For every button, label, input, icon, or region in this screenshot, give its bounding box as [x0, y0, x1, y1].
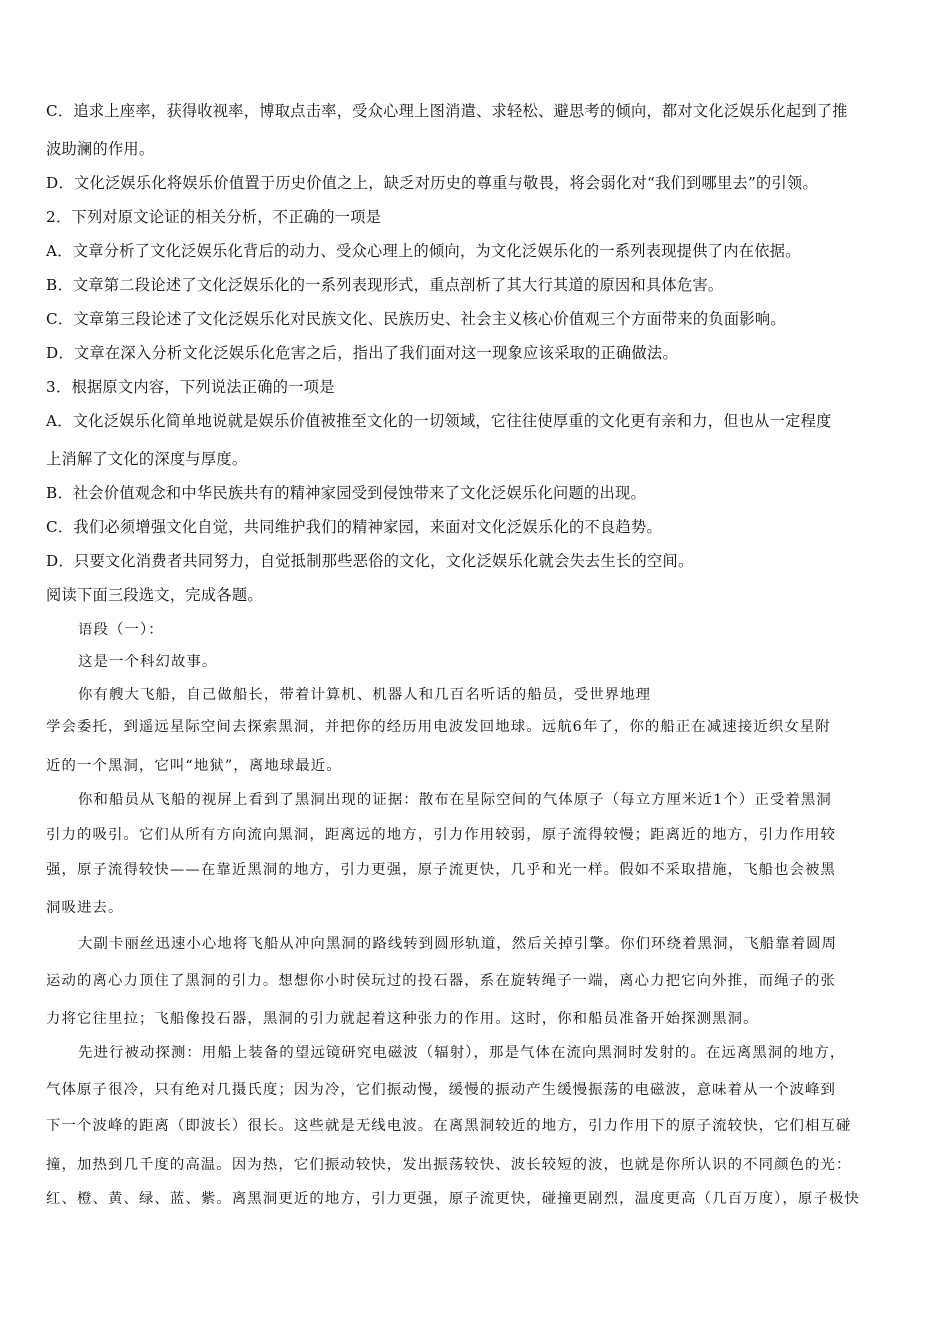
q2-option-a: A．文章分析了文化泛娱乐化背后的动力、受众心理上的倾向，为文化泛娱乐化的一系列表现提供了内在依据。 [46, 242, 801, 260]
q2-stem: 2．下列对原文论证的相关分析，不正确的一项是 [46, 208, 382, 226]
passage-line: 引力的吸引。它们从所有方向流向黑洞，距离远的地方，引力作用较弱，原子流得较慢；距离近的地方，引力作用较 [46, 827, 837, 843]
passage-line: 洞吸进去。 [46, 900, 124, 916]
q3-option-d: D．只要文化消费者共同努力，自觉抵制那些恶俗的文化，文化泛娱乐化就会失去生长的空间。 [46, 552, 694, 570]
q1-option-c-line2: 波助澜的作用。 [46, 140, 155, 158]
passage-line: 力将它往里拉；飞船像投石器，黑洞的引力就起着这种张力的作用。这时，你和船员准备开始探测黑洞。 [46, 1011, 759, 1027]
passage-line: 你和船员从飞船的视屏上看到了黑洞出现的证据：散布在星际空间的气体原子（每立方厘米近1个）正受着黑洞 [78, 792, 832, 808]
section-title: 语段（一）： [78, 622, 164, 638]
passage-line: 学会委托，到遥远星际空间去探索黑洞，并把你的经历用电波发回地球。远航6年了，你的船正在减速接近织女星附 [46, 719, 831, 735]
q2-option-c: C．文章第三段论述了文化泛娱乐化对民族文化、民族历史、社会主义核心价值观三个方面带来的负面影响。 [46, 310, 786, 328]
passage-line: 下一个波峰的距离（即波长）很长。这些就是无线电波。在离黑洞较近的地方，引力作用下的原子流较快，它们相互碰 [46, 1118, 852, 1134]
passage-line: 近的一个黑洞，它叫“地狱”，离地球最近。 [46, 758, 342, 774]
q1-option-d: D．文化泛娱乐化将娱乐价值置于历史价值之上，缺乏对历史的尊重与敬畏，将会弱化对“我们到哪里去”的引领。 [46, 174, 819, 192]
q3-option-c: C．我们必须增强文化自觉，共同维护我们的精神家园，来面对文化泛娱乐化的不良趋势。 [46, 518, 662, 536]
q3-option-a-line2: 上消解了文化的深度与厚度。 [46, 450, 248, 468]
q3-option-b: B．社会价值观念和中华民族共有的精神家园受到侵蚀带来了文化泛娱乐化问题的出现。 [46, 484, 646, 502]
passage-line: 大副卡丽丝迅速小心地将飞船从冲向黑洞的路线转到圆形轨道，然后关掉引擎。你们环绕着黑洞，飞船靠着圆周 [78, 936, 838, 952]
passage-line: 强，原子流得较快——在靠近黑洞的地方，引力更强，原子流更快，几乎和光一样。假如不采取措施，飞船也会被黑 [46, 862, 837, 878]
reading-intro: 阅读下面三段选文，完成各题。 [46, 586, 263, 604]
passage-line: 先进行被动探测：用船上装备的望远镜研究电磁波（辐射），那是气体在流向黑洞时发射的。在远离黑洞的地方， [78, 1045, 846, 1061]
q2-option-b: B．文章第二段论述了文化泛娱乐化的一系列表现形式，重点剖析了其大行其道的原因和具体危害。 [46, 276, 724, 294]
q2-option-d: D．文章在深入分析文化泛娱乐化危害之后，指出了我们面对这一现象应该采取的正确做法。 [46, 344, 678, 362]
q3-stem: 3．根据原文内容，下列说法正确的一项是 [46, 378, 335, 396]
passage-line: 运动的离心力顶住了黑洞的引力。想想你小时侯玩过的投石器，系在旋转绳子一端，离心力把它向外推，而绳子的张 [46, 973, 837, 989]
q3-option-a-line1: A．文化泛娱乐化简单地说就是娱乐价值被推至文化的一切领域，它往往使厚重的文化更有亲和力，但也从一定程度 [46, 412, 832, 430]
q1-option-c-line1: C．追求上座率，获得收视率，博取点击率，受众心理上图消遣、求轻松、避思考的倾向，都对文化泛娱乐化起到了推 [46, 102, 848, 120]
passage-line: 气体原子很冷，只有绝对几摄氏度；因为冷，它们振动慢，缓慢的振动产生缓慢振荡的电磁波，意味着从一个波峰到 [46, 1082, 837, 1098]
passage-line: 撞，加热到几千度的高温。因为热，它们振动较快，发出振荡较快、波长较短的波，也就是你所认识的不同颜色的光： [46, 1157, 852, 1173]
passage-line: 红、橙、黄、绿、蓝、紫。离黑洞更近的地方，引力更强，原子流更快，碰撞更剧烈，温度更高（几百万度），原子极快 [46, 1191, 860, 1207]
passage-line: 这是一个科幻故事。 [78, 654, 218, 670]
passage-line: 你有艘大飞船，自己做船长，带着计算机、机器人和几百名听话的船员，受世界地理 [78, 687, 652, 703]
